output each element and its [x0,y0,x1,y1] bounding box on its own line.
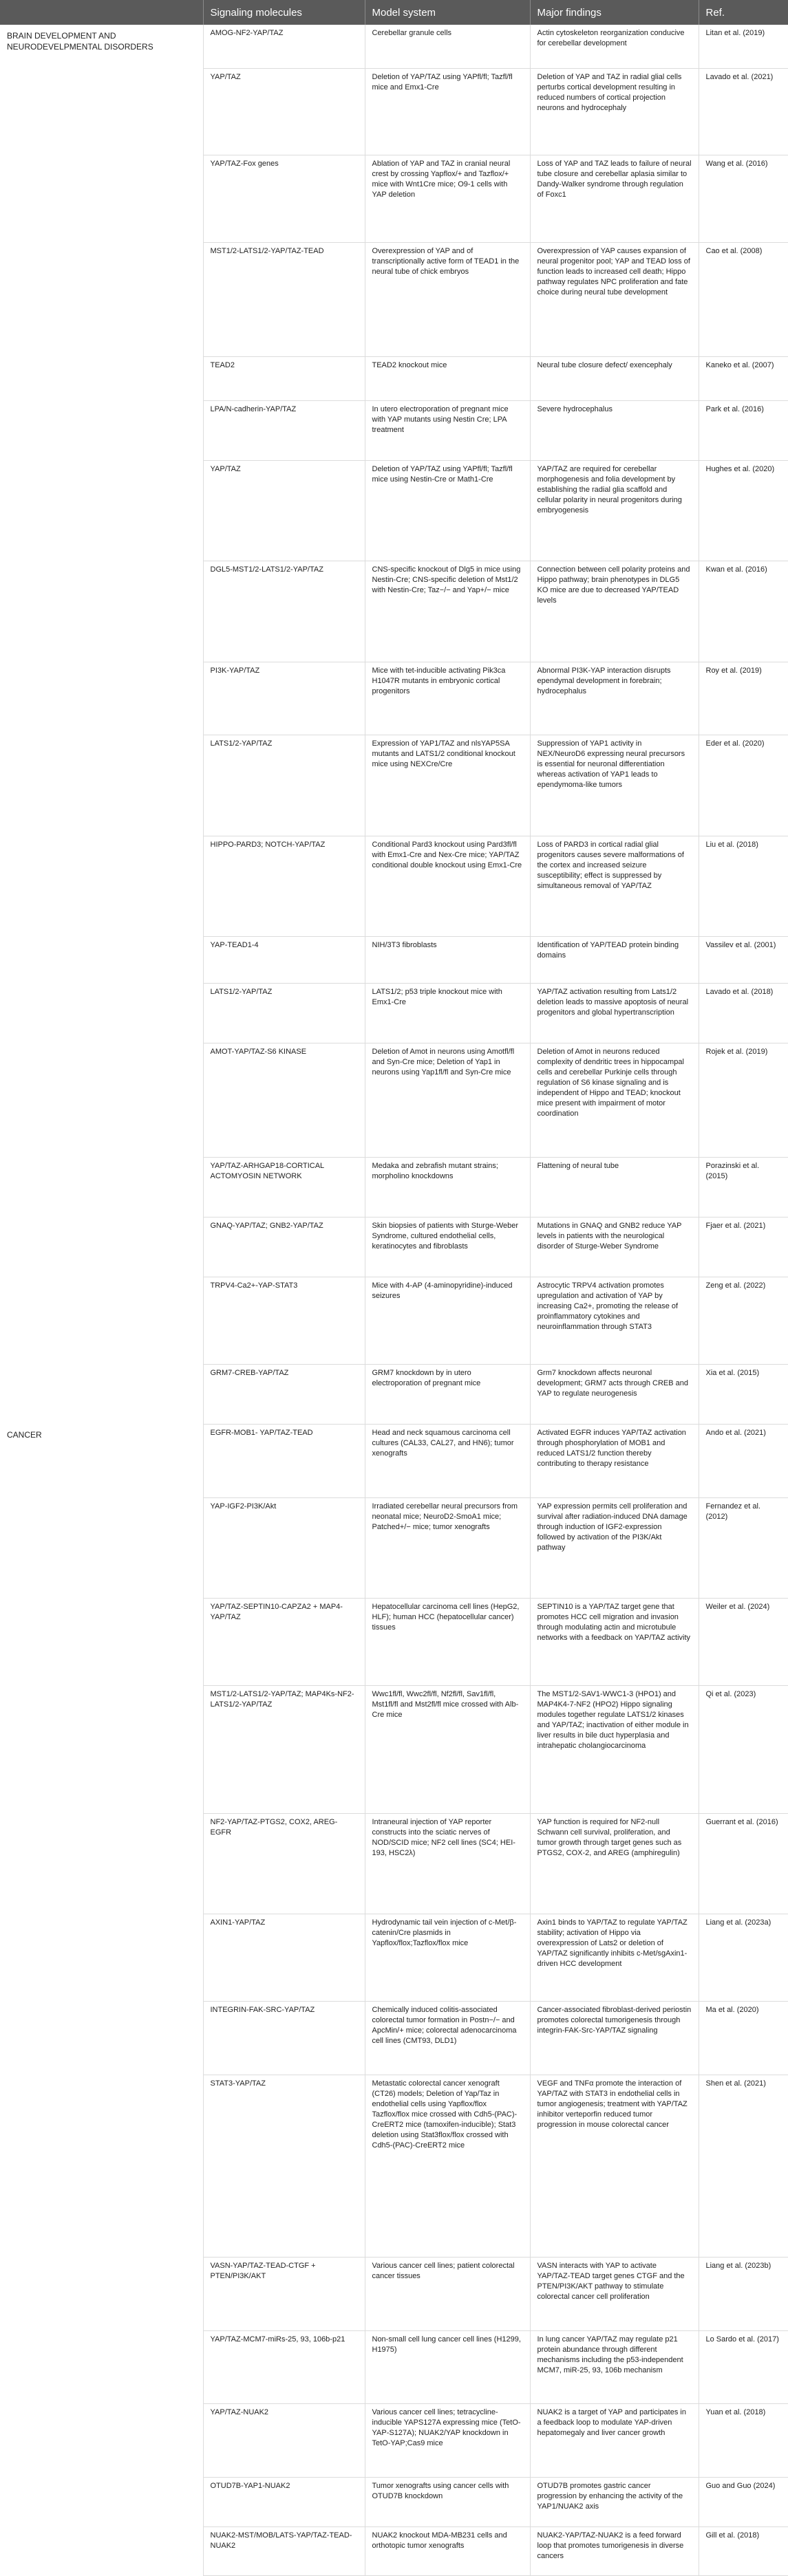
table-body [0,25,788,2576]
model-cell: Deletion of Amot in neurons using Amotfl/fl and Syn-Cre mice; Deletion of Yap1 in neurons using Yap1fl/fl and Syn-Cre mice [365,1043,530,1157]
findings-cell: Flattening of neural tube [530,1157,699,1217]
findings-cell: Actin cytoskeleton reorganization conducive for cerebellar development [530,25,699,68]
ref-cell: Yuan et al. (2018) [699,2404,788,2478]
molecules-cell: LATS1/2-YAP/TAZ [203,735,365,836]
molecules-cell: HIPPO-PARD3; NOTCH-YAP/TAZ [203,836,365,936]
header-cell [0,0,203,25]
findings-cell: Astrocytic TRPV4 activation promotes upregulation and activation of YAP by increasing Ca2+, promoting the release of proinflammatory cytokines and neuroinflammation through STAT3 [530,1277,699,1364]
molecules-cell: TEAD2 [203,357,365,400]
model-cell: CNS-specific knockout of Dlg5 in mice using Nestin-Cre; CNS-specific deletion of Mst1/2 with Nestin-Cre; Taz−/− and Yap+/− mice [365,561,530,662]
ref-cell: Lo Sardo et al. (2017) [699,2330,788,2404]
findings-cell: Neural tube closure defect/ exencephaly [530,357,699,400]
molecules-cell: NF2-YAP/TAZ-PTGS2, COX2, AREG-EGFR [203,1813,365,1914]
ref-cell: Kwan et al. (2016) [699,561,788,662]
molecules-cell: YAP/TAZ-NUAK2 [203,2404,365,2478]
ref-cell: Kaneko et al. (2007) [699,357,788,400]
ref-cell: Park et al. (2016) [699,400,788,460]
findings-cell: YAP/TAZ are required for cerebellar morphogenesis and folia development by establishing the radial glia scaffold and cellular polarity in neural progenitors during embryogenesis [530,460,699,561]
ref-cell: Fernandez et al. (2012) [699,1497,788,1598]
findings-cell: Deletion of YAP and TAZ in radial glial cells perturbs cortical development resulting in reduced numbers of cortical projection neurons and hydrocephaly [530,68,699,155]
ref-cell: Liang et al. (2023a) [699,1914,788,2002]
molecules-cell: AMOT-YAP/TAZ-S6 KINASE [203,1043,365,1157]
table-row [0,25,788,68]
findings-cell: Connection between cell polarity proteins and Hippo pathway; brain phenotypes in DLG5 KO mice are due to decreased YAP/TEAD levels [530,561,699,662]
findings-cell: OTUD7B promotes gastric cancer progression by enhancing the activity of the YAP1/NUAK2 axis [530,2478,699,2526]
ref-cell: Litan et al. (2019) [699,25,788,68]
findings-cell: Suppression of YAP1 activity in NEX/NeuroD6 expressing neural precursors is essential for neuronal differentiation whereas activation of YAP1 leads to ependymoma-like tumors [530,735,699,836]
ref-cell: Zeng et al. (2022) [699,1277,788,1364]
findings-cell: VASN interacts with YAP to activate YAP/TAZ-TEAD target genes CTGF and the PTEN/PI3K/AKT pathway to stimulate colorectal cancer cell proliferation [530,2257,699,2330]
ref-cell: Guerrant et al. (2016) [699,1813,788,1914]
findings-cell: YAP function is required for NF2-null Schwann cell survival, proliferation, and tumor growth through target genes such as PTGS2, COX-2, and AREG (amphiregulin) [530,1813,699,1914]
model-cell: GRM7 knockdown by in utero electroporation of pregnant mice [365,1364,530,1424]
model-cell: Overexpression of YAP and of transcriptionally active form of TEAD1 in the neural tube of chick embryos [365,243,530,357]
findings-cell: Mutations in GNAQ and GNB2 reduce YAP levels in patients with the neurological disorder of Sturge-Weber Syndrome [530,1217,699,1277]
model-cell: Expression of YAP1/TAZ and nlsYAP5SA mutants and LATS1/2 conditional knockout mice using NEXCre/Cre [365,735,530,836]
molecules-cell: YAP/TAZ-ARHGAP18-CORTICAL ACTOMYOSIN NETWORK [203,1157,365,1217]
molecules-cell: YAP-TEAD1-4 [203,937,365,983]
model-cell: Tumor xenografts using cancer cells with OTUD7B knockdown [365,2478,530,2526]
ref-cell: Fjaer et al. (2021) [699,1217,788,1277]
molecules-cell: VASN-YAP/TAZ-TEAD-CTGF + PTEN/PI3K/AKT [203,2257,365,2330]
findings-cell: In lung cancer YAP/TAZ may regulate p21 protein abundance through different mechanisms including the p53-independent MCM7, miR-25, 93, 106b mechanism [530,2330,699,2404]
model-cell: TEAD2 knockout mice [365,357,530,400]
findings-cell: Axin1 binds to YAP/TAZ to regulate YAP/TAZ stability; activation of Hippo via overexpression of Lats2 or deletion of YAP/TAZ significantly inhibits c-Met/sgAxin1-driven HCC development [530,1914,699,2002]
findings-cell: Cancer-associated fibroblast-derived periostin promotes colorectal tumorigenesis through integrin-FAK-Src-YAP/TAZ signaling [530,2001,699,2075]
ref-cell: Lavado et al. (2018) [699,983,788,1043]
model-cell: Ablation of YAP and TAZ in cranial neural crest by crossing Yapflox/+ and Tazflox/+ mice with Wnt1Cre mice; O9-1 cells with YAP deletion [365,155,530,243]
model-cell: NIH/3T3 fibroblasts [365,937,530,983]
model-cell: Mice with tet-inducible activating Pik3ca H1047R mutants in embryonic cortical progenitors [365,662,530,735]
molecules-cell: EGFR-MOB1- YAP/TAZ-TEAD [203,1424,365,1497]
ref-cell: Vassilev et al. (2001) [699,937,788,983]
ref-cell: Shen et al. (2021) [699,2075,788,2257]
ref-cell: Guo and Guo (2024) [699,2478,788,2526]
ref-cell: Ma et al. (2020) [699,2001,788,2075]
molecules-cell: LPA/N-cadherin-YAP/TAZ [203,400,365,460]
molecules-cell: YAP/TAZ-Fox genes [203,155,365,243]
findings-cell: Severe hydrocephalus [530,400,699,460]
model-cell: Conditional Pard3 knockout using Pard3fl/fl with Emx1-Cre and Nex-Cre mice; YAP/TAZ conditional double knockout using Emx1-Cre [365,836,530,936]
findings-cell: YAP/TAZ activation resulting from Lats1/2 deletion leads to massive apoptosis of neural progenitors and global hypertranscription [530,983,699,1043]
molecules-cell: AMOG-NF2-YAP/TAZ [203,25,365,68]
model-cell: Skin biopsies of patients with Sturge-Weber Syndrome, cultured endothelial cells, keratinocytes and fibroblasts [365,1217,530,1277]
findings-cell: Abnormal PI3K-YAP interaction disrupts ependymal development in forebrain; hydrocephalus [530,662,699,735]
findings-cell: The MST1/2-SAV1-WWC1-3 (HPO1) and MAP4K4-7-NF2 (HPO2) Hippo signaling modules together regulate LATS1/2 kinases and YAP/TAZ; inactivation of either module in liver results in bile duct hyperplasia and intrahepatic cholangiocarcinoma [530,1685,699,1813]
model-cell: Chemically induced colitis-associated colorectal tumor formation in Postn−/− and ApcMin/+ mice; colorectal adenocarcinoma cell lines (CMT93, DLD1) [365,2001,530,2075]
molecules-cell: TRPV4-Ca2+-YAP-STAT3 [203,1277,365,1364]
category-cell: BRAIN DEVELOPMENT AND NEURODEVELPMENTAL DISORDERS [0,25,203,1424]
ref-cell: Liang et al. (2023b) [699,2257,788,2330]
category-cell: CANCER [0,1424,203,2575]
ref-cell: Cao et al. (2008) [699,243,788,357]
model-cell: Deletion of YAP/TAZ using YAPfl/fl; Tazfl/fl mice using Nestin-Cre or Math1-Cre [365,460,530,561]
findings-cell: NUAK2 is a target of YAP and participates in a feedback loop to modulate YAP-driven hepatomegaly and liver cancer growth [530,2404,699,2478]
molecules-cell: LATS1/2-YAP/TAZ [203,983,365,1043]
molecules-cell: OTUD7B-YAP1-NUAK2 [203,2478,365,2526]
ref-cell: Roy et al. (2019) [699,662,788,735]
model-cell: Deletion of YAP/TAZ using YAPfl/fl; Tazfl/fl mice and Emx1-Cre [365,68,530,155]
molecules-cell: NUAK2-MST/MOB/LATS-YAP/TAZ-TEAD-NUAK2 [203,2526,365,2575]
molecules-cell: MST1/2-LATS1/2-YAP/TAZ-TEAD [203,243,365,357]
model-cell: Hepatocellular carcinoma cell lines (HepG2, HLF); human HCC (hepatocellular cancer) tissues [365,1598,530,1685]
ref-cell: Xia et al. (2015) [699,1364,788,1424]
header-row [0,0,788,25]
molecules-cell: YAP-IGF2-PI3K/Akt [203,1497,365,1598]
ref-cell: Ando et al. (2021) [699,1424,788,1497]
molecules-cell: YAP/TAZ-SEPTIN10-CAPZA2 + MAP4-YAP/TAZ [203,1598,365,1685]
model-cell: Irradiated cerebellar neural precursors from neonatal mice; NeuroD2-SmoA1 mice; Patched+/− mice; tumor xenografts [365,1497,530,1598]
model-cell: Various cancer cell lines; tetracycline-inducible YAPS127A expressing mice (TetO-YAP-S127A); NUAK2/YAP knockdown in TetO-YAP;Cas9 mice [365,2404,530,2478]
findings-cell: Grm7 knockdown affects neuronal development; GRM7 acts through CREB and YAP to regulate neurogenesis [530,1364,699,1424]
molecules-cell: AXIN1-YAP/TAZ [203,1914,365,2002]
molecules-cell: INTEGRIN-FAK-SRC-YAP/TAZ [203,2001,365,2075]
header-cell: Major findings [530,0,699,25]
ref-cell: Eder et al. (2020) [699,735,788,836]
findings-cell: SEPTIN10 is a YAP/TAZ target gene that promotes HCC cell migration and invasion through modulating actin and microtubule networks with a feedback on YAP/TAZ activity [530,1598,699,1685]
molecules-cell: DGL5-MST1/2-LATS1/2-YAP/TAZ [203,561,365,662]
molecules-cell: GRM7-CREB-YAP/TAZ [203,1364,365,1424]
molecules-cell: YAP/TAZ [203,68,365,155]
model-cell: Mice with 4-AP (4-aminopyridine)-induced seizures [365,1277,530,1364]
model-cell: Metastatic colorectal cancer xenograft (CT26) models; Deletion of Yap/Taz in endothelial cells using Yapflox/flox Tazflox/flox mice crossed with Cdh5-(PAC)-CreERT2 mice (tamoxifen-inducible); Stat3 deletion using Stat3flox/flox crossed with Cdh5-(PAC)-CreERT2 mice [365,2075,530,2257]
header-cell: Signaling molecules [203,0,365,25]
model-cell: NUAK2 knockout MDA-MB231 cells and orthotopic tumor xenografts [365,2526,530,2575]
findings-cell: Activated EGFR induces YAP/TAZ activation through phosphorylation of MOB1 and reduced LATS1/2 function thereby contributing to therapy resistance [530,1424,699,1497]
findings-cell: Loss of PARD3 in cortical radial glial progenitors causes severe malformations of the cortex and increased seizure susceptibility; effect is suppressed by simultaneous removal of YAP/TAZ [530,836,699,936]
findings-cell: VEGF and TNFα promote the interaction of YAP/TAZ with STAT3 in endothelial cells in tumor angiogenesis; treatment with YAP/TAZ inhibitor verteporfin reduced tumor progression in mouse colorectal cancer [530,2075,699,2257]
findings-cell: NUAK2-YAP/TAZ-NUAK2 is a feed forward loop that promotes tumorigenesis in diverse cancers [530,2526,699,2575]
ref-cell: Porazinski et al. (2015) [699,1157,788,1217]
model-cell: In utero electroporation of pregnant mice with YAP mutants using Nestin Cre; LPA treatment [365,400,530,460]
molecules-cell: GNAQ-YAP/TAZ; GNB2-YAP/TAZ [203,1217,365,1277]
model-cell: Hydrodynamic tail vein injection of c-Met/β-catenin/Cre plasmids in Yapflox/flox;Tazflox/flox mice [365,1914,530,2002]
findings-cell: YAP expression permits cell proliferation and survival after radiation-induced DNA damage through induction of IGF2-expression followed by activation of the PI3K/Akt pathway [530,1497,699,1598]
model-cell: Cerebellar granule cells [365,25,530,68]
findings-cell: Deletion of Amot in neurons reduced complexity of dendritic trees in hippocampal cells and cerebellar Purkinje cells through regulation of S6 kinase signaling and is independent of Hippo and TEAD; knockout mice present with impairment of motor coordination [530,1043,699,1157]
ref-cell: Hughes et al. (2020) [699,460,788,561]
ref-cell: Weiler et al. (2024) [699,1598,788,1685]
ref-cell: Rojek et al. (2019) [699,1043,788,1157]
model-cell: LATS1/2; p53 triple knockout mice with Emx1-Cre [365,983,530,1043]
ref-cell: Qi et al. (2023) [699,1685,788,1813]
findings-cell: Identification of YAP/TEAD protein binding domains [530,937,699,983]
header-cell: Model system [365,0,530,25]
ref-cell: Gill et al. (2018) [699,2526,788,2575]
table-row [0,1424,788,1497]
molecules-cell: YAP/TAZ [203,460,365,561]
model-cell: Non-small cell lung cancer cell lines (H1299, H1975) [365,2330,530,2404]
model-cell: Medaka and zebrafish mutant strains; morpholino knockdowns [365,1157,530,1217]
findings-cell: Overexpression of YAP causes expansion of neural progenitor pool; YAP and TEAD loss of function leads to increased cell death; Hippo pathway regulates NPC proliferation and fate choice during neural tube development [530,243,699,357]
findings-cell: Loss of YAP and TAZ leads to failure of neural tube closure and cerebellar aplasia similar to Dandy-Walker syndrome through regulation of Foxc1 [530,155,699,243]
header-cell: Ref. [699,0,788,25]
molecules-cell: PI3K-YAP/TAZ [203,662,365,735]
molecules-cell: MST1/2-LATS1/2-YAP/TAZ; MAP4Ks-NF2-LATS1/2-YAP/TAZ [203,1685,365,1813]
ref-cell: Wang et al. (2016) [699,155,788,243]
ref-cell: Lavado et al. (2021) [699,68,788,155]
molecules-cell: STAT3-YAP/TAZ [203,2075,365,2257]
model-cell: Various cancer cell lines; patient colorectal cancer tissues [365,2257,530,2330]
model-cell: Intraneural injection of YAP reporter constructs into the sciatic nerves of NOD/SCID mice; NF2 cell lines (SC4; HEI-193, HSC2λ) [365,1813,530,1914]
molecules-cell: YAP/TAZ-MCM7-miRs-25, 93, 106b-p21 [203,2330,365,2404]
ref-cell: Liu et al. (2018) [699,836,788,936]
model-cell: Head and neck squamous carcinoma cell cultures (CAL33, CAL27, and HN6); tumor xenografts [365,1424,530,1497]
model-cell: Wwc1fl/fl, Wwc2fl/fl, Nf2fl/fl, Sav1fl/fl, Mst1fl/fl and Mst2fl/fl mice crossed with Alb-Cre mice [365,1685,530,1813]
